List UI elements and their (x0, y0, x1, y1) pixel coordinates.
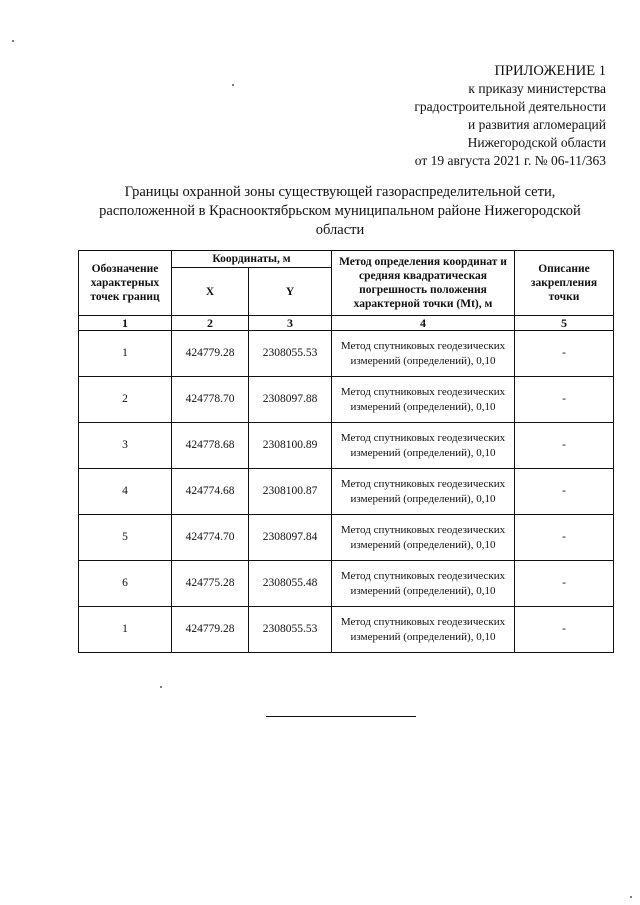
table-row (79, 515, 614, 561)
cell-x: 424778.70 (172, 377, 249, 423)
cell-description: - (515, 423, 614, 469)
cell-method: Метод спутниковых геодезических измерений (определений), 0,10 (332, 561, 515, 607)
cell-description: - (515, 607, 614, 653)
column-number: 5 (515, 316, 614, 331)
column-number: 3 (249, 316, 332, 331)
cell-description: - (515, 561, 614, 607)
appendix-line: к приказу министерства (468, 81, 606, 96)
header-coordinates: Координаты, м (172, 251, 332, 268)
cell-point: 5 (79, 515, 172, 561)
closing-rule (266, 716, 416, 717)
table-row (79, 561, 614, 607)
appendix-line: и развития агломераций (467, 117, 606, 132)
table-row (79, 469, 614, 515)
cell-y: 2308055.48 (249, 561, 332, 607)
header-x: X (172, 268, 249, 316)
cell-x: 424774.68 (172, 469, 249, 515)
cell-point: 1 (79, 607, 172, 653)
cell-method: Метод спутниковых геодезических измерений (определений), 0,10 (332, 423, 515, 469)
cell-x: 424774.70 (172, 515, 249, 561)
table-row (79, 377, 614, 423)
cell-x: 424778.68 (172, 423, 249, 469)
cell-y: 2308100.89 (249, 423, 332, 469)
table-row (79, 607, 614, 653)
cell-method: Метод спутниковых геодезических измерений (определений), 0,10 (332, 331, 515, 377)
appendix-heading: ПРИЛОЖЕНИЕ 1 (494, 63, 606, 79)
cell-point: 6 (79, 561, 172, 607)
cell-method: Метод спутниковых геодезических измерений (определений), 0,10 (332, 469, 515, 515)
cell-point: 2 (79, 377, 172, 423)
title-line: области (315, 222, 365, 238)
cell-y: 2308055.53 (249, 331, 332, 377)
title-line: расположенной в Краснооктябрьском муниципальном районе Нижегородской (99, 203, 581, 219)
cell-method: Метод спутниковых геодезических измерений (определений), 0,10 (332, 607, 515, 653)
column-number: 4 (332, 316, 515, 331)
scan-speck (12, 40, 14, 42)
cell-method: Метод спутниковых геодезических измерений (определений), 0,10 (332, 515, 515, 561)
cell-y: 2308055.53 (249, 607, 332, 653)
appendix-line: от 19 августа 2021 г. № 06-11/363 (414, 153, 606, 168)
cell-description: - (515, 469, 614, 515)
appendix-block (414, 62, 606, 170)
appendix-line: Нижегородской области (467, 135, 606, 150)
header-method: Метод определения координат и средняя квадратическая погрешность положения характерной точки (Mt), м (332, 251, 515, 316)
cell-y: 2308097.84 (249, 515, 332, 561)
coordinates-table (78, 250, 614, 653)
table-row (79, 423, 614, 469)
cell-point: 4 (79, 469, 172, 515)
cell-description: - (515, 377, 614, 423)
table-row (79, 331, 614, 377)
cell-point: 1 (79, 331, 172, 377)
header-y: Y (249, 268, 332, 316)
cell-method: Метод спутниковых геодезических измерений (определений), 0,10 (332, 377, 515, 423)
cell-description: - (515, 331, 614, 377)
header-designation: Обозначение характерных точек границ (79, 251, 172, 316)
header-description: Описание закрепления точки (515, 251, 614, 316)
column-numbers-row (79, 316, 614, 331)
cell-point: 3 (79, 423, 172, 469)
cell-x: 424779.28 (172, 331, 249, 377)
cell-x: 424779.28 (172, 607, 249, 653)
scan-speck (232, 84, 234, 86)
column-number: 1 (79, 316, 172, 331)
cell-y: 2308097.88 (249, 377, 332, 423)
cell-y: 2308100.87 (249, 469, 332, 515)
cell-description: - (515, 515, 614, 561)
cell-x: 424775.28 (172, 561, 249, 607)
column-number: 2 (172, 316, 249, 331)
title-line: Границы охранной зоны существующей газораспределительной сети, (124, 184, 556, 200)
scan-speck (160, 686, 162, 688)
appendix-line: градостроительной деятельности (414, 99, 606, 114)
scan-speck (630, 896, 632, 898)
document-title (60, 183, 620, 240)
